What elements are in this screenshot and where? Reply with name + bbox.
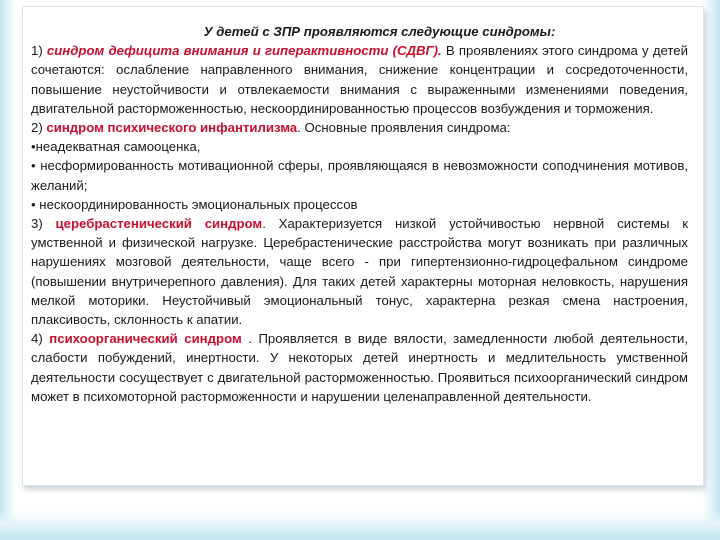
syndrome-2-name: синдром психического инфантилизма xyxy=(46,120,298,136)
syndrome-4-name: психоорганический синдром xyxy=(49,331,242,347)
bottom-frame-gradient xyxy=(0,510,720,540)
syndrome-4-text: . Проявляется в виде вялости, замедленности любой деятельности, слабости побуждений, инертности. У некоторых детей инертность и медлительность умственной деятельности сосуществует с двигательной расторможенностью. Проявиться психоорганический синдром может в психомоторной расторможенности и нарушении целенаправленной деятельности. xyxy=(31,331,688,404)
syndrome-2-bullet: •неадекватная самооценка, xyxy=(31,139,201,155)
syndrome-1-text: В проявлениях этого синдрома у детей сочетаются: ослабление направленного внимания, снижение концентрации и сосредоточенности, повышение неустойчивости и отвлекаемости внимания с выраженными изменениями поведения, двигательной расторможенностью, нескоординированностью процессов возбуждения и торможения. xyxy=(31,43,689,116)
syndrome-2-bullet: • несформированность мотивационной сферы, проявляющаяся в невозможности соподчинения мотивов, желаний; xyxy=(31,158,688,193)
syndrome-3-name: церебрастенический синдром xyxy=(55,216,263,232)
slide-content xyxy=(31,22,688,406)
left-frame-gradient xyxy=(0,0,16,540)
syndrome-1-name: синдром дефицита внимания и гиперактивности (СДВГ). xyxy=(46,43,442,59)
syndrome-3-text: . Характеризуется низкой устойчивостью нервной системы к умственной и физической нагрузке. Церебрастенические расстройства могут возникать при различных нарушениях мозговой деятельности, чаще всего - при гипертензионно-гидроцефальном синдроме (повышении внутричерепного давления). Для таких детей характерны моторная неловкость, нарушения мелкой моторики. Неустойчивый эмоциональный тонус, характерна резкая смена настроения, плаксивость, склонность к апатии. xyxy=(31,216,689,328)
syndrome-1 xyxy=(31,41,688,118)
syndrome-3-number: 3) xyxy=(31,216,56,232)
right-frame-gradient xyxy=(702,0,720,540)
syndrome-2 xyxy=(31,118,688,137)
syndrome-4-number: 4) xyxy=(31,331,50,347)
syndrome-2-text: . Основные проявления синдрома: xyxy=(297,120,511,136)
syndrome-2-number: 2) xyxy=(31,120,47,136)
syndrome-3 xyxy=(31,214,688,329)
slide-title: У детей с ЗПР проявляются следующие синдромы: xyxy=(203,24,556,39)
syndrome-2-bullet: • нескоординированность эмоциональных процессов xyxy=(31,196,358,212)
syndrome-1-number: 1) xyxy=(31,43,47,59)
syndrome-4 xyxy=(31,329,688,406)
